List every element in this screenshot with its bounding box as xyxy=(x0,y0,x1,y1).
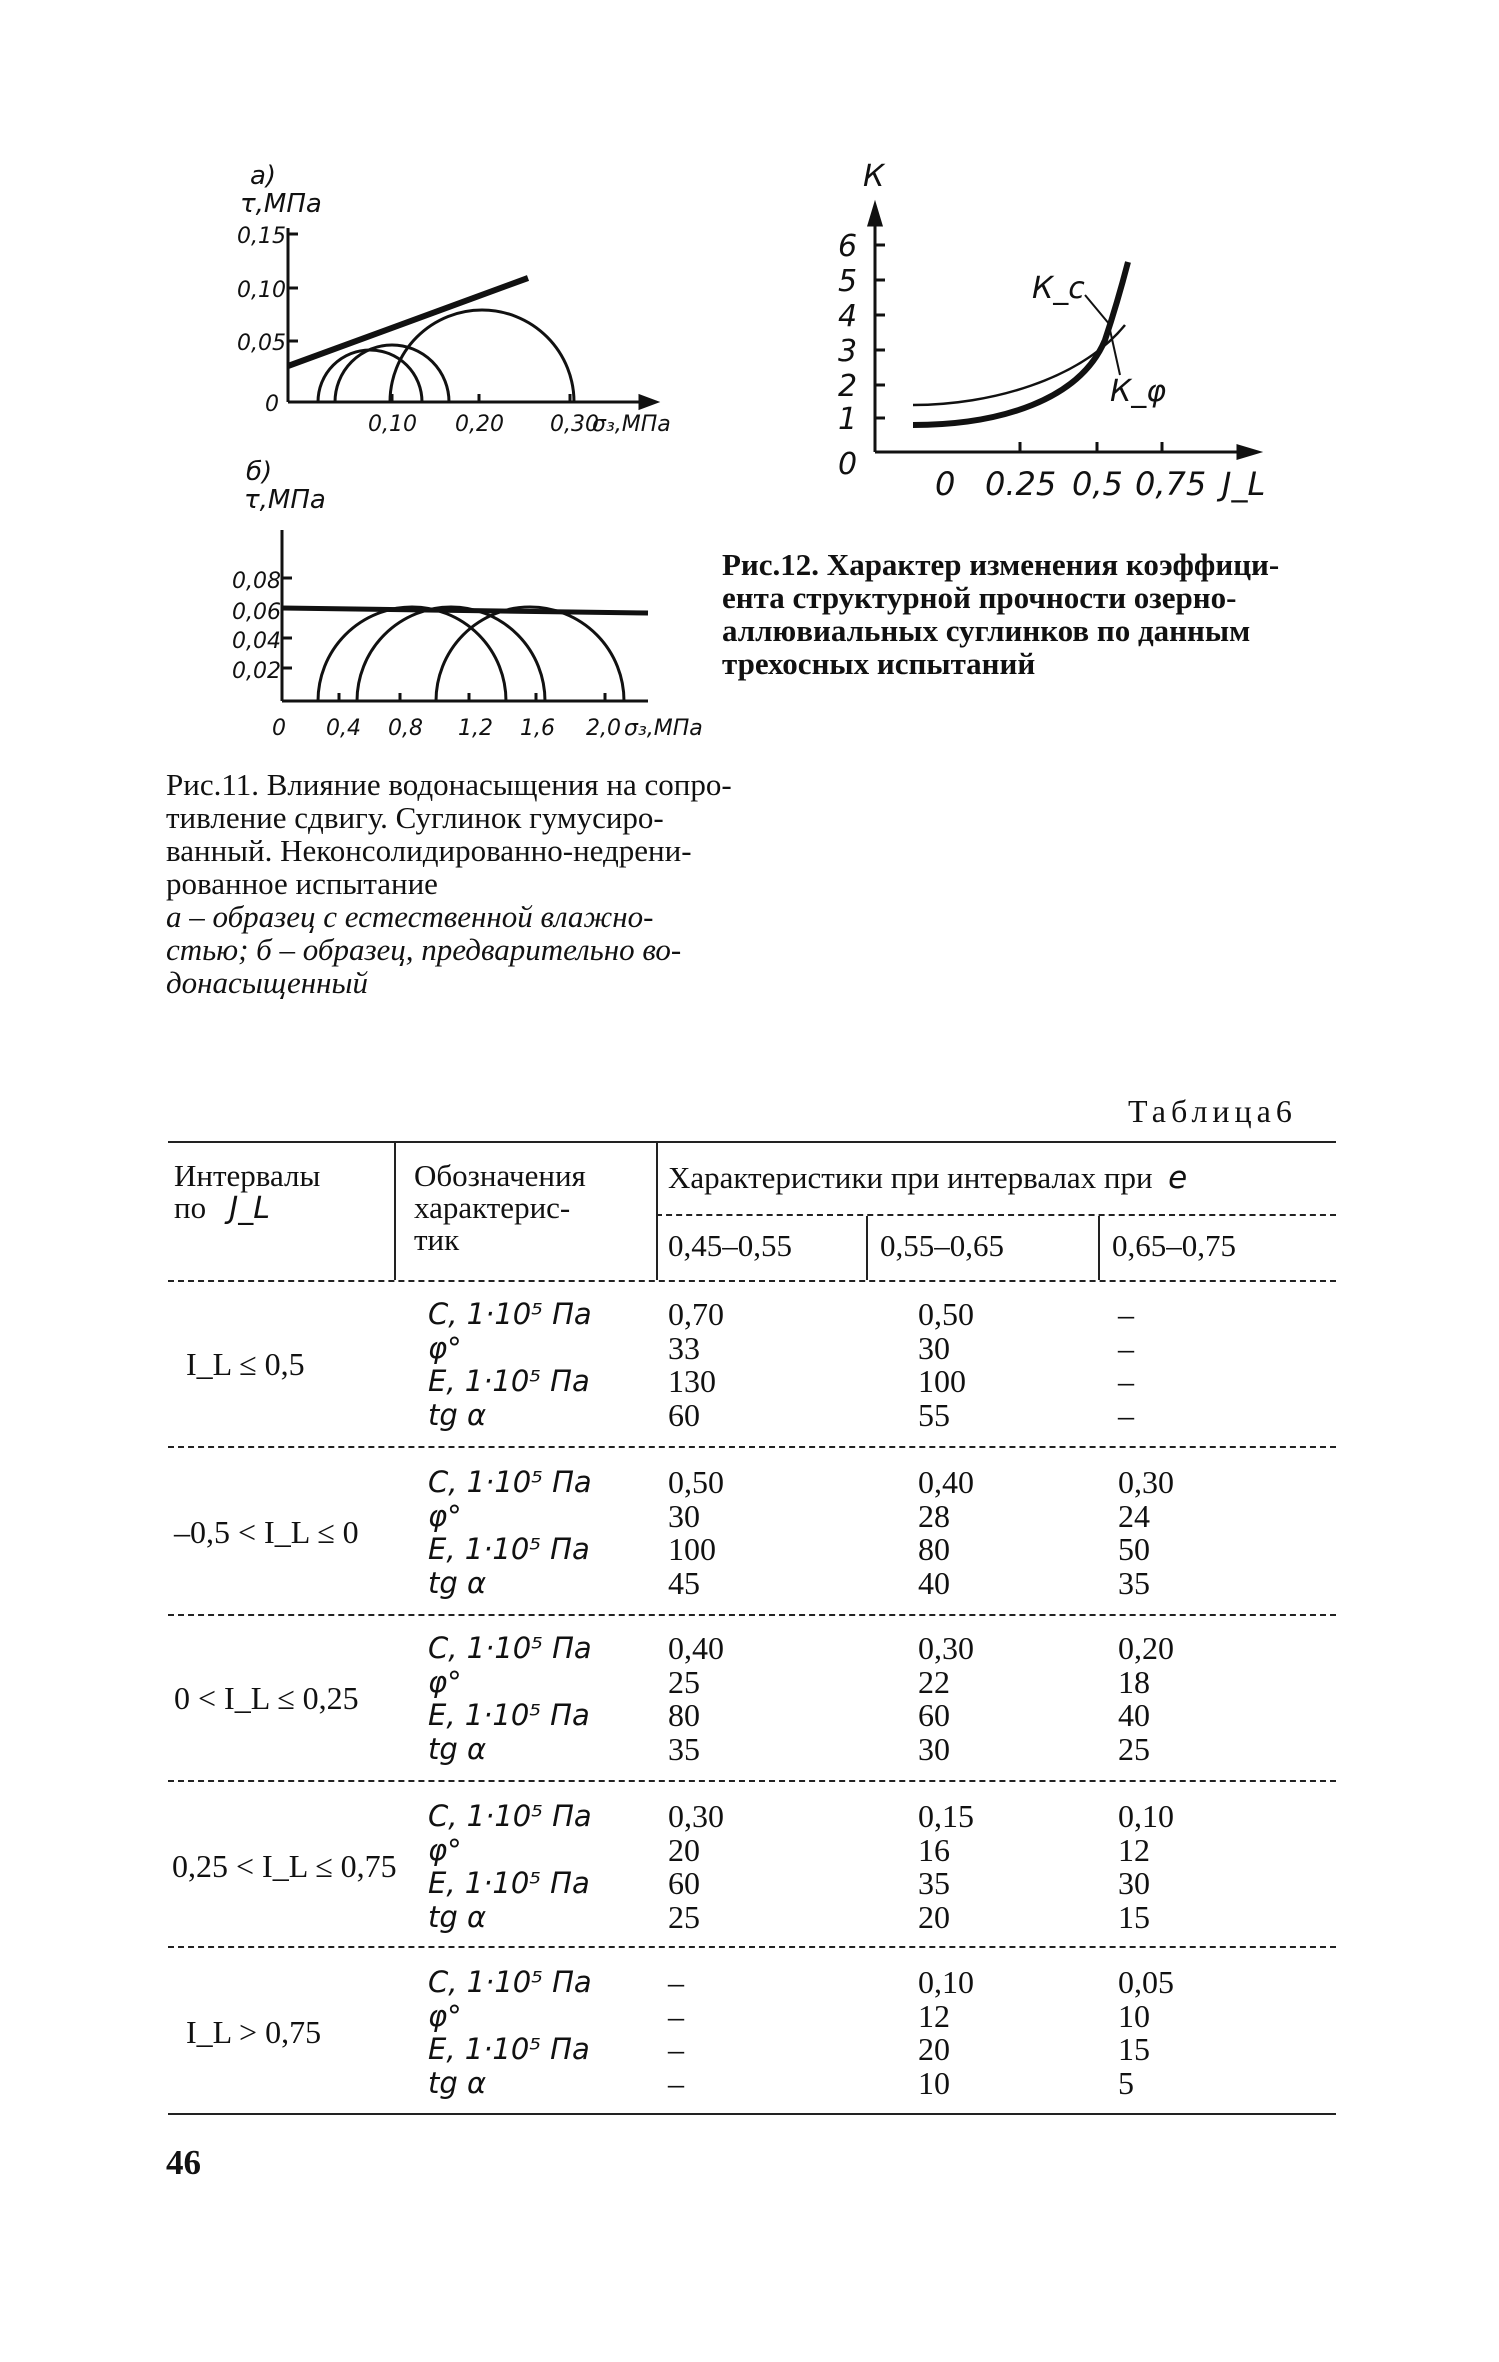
fig11a-panel-label: а) xyxy=(250,161,277,191)
value-cell: – xyxy=(1118,1363,1134,1399)
value-cell: 5 xyxy=(1118,2064,1134,2101)
value-cell: 0,30 xyxy=(1118,1464,1174,1500)
value-cell: 15 xyxy=(1118,1898,1150,1935)
row-separator xyxy=(168,1614,1336,1616)
param-label: tg α xyxy=(428,1565,487,1600)
param-label: E, 1·10⁵ Па xyxy=(428,1866,590,1900)
row-interval: –0,5 < I_L ≤ 0 xyxy=(174,1514,359,1550)
param-label: tg α xyxy=(428,2065,487,2100)
value-cell: – xyxy=(1118,1396,1134,1433)
row-interval: I_L ≤ 0,5 xyxy=(186,1346,305,1382)
value-cell: 12 xyxy=(1118,1831,1150,1868)
value-cell: 40 xyxy=(1118,1697,1150,1733)
row-separator xyxy=(168,1946,1336,1948)
value-cell: 10 xyxy=(918,2064,950,2101)
value-cell: 10 xyxy=(1118,1997,1150,2034)
table-subheader-rule xyxy=(656,1214,1336,1216)
param-label: φ° xyxy=(428,1998,462,2033)
value-cell: 130 xyxy=(668,1363,716,1399)
fig11a-ytick: 0,05 xyxy=(237,331,286,356)
fig12-x-axis-label: J_L xyxy=(1222,465,1266,503)
value-cell: – xyxy=(1118,1296,1134,1332)
value-cell: 100 xyxy=(668,1531,716,1567)
value-cell: 22 xyxy=(918,1663,950,1700)
param-label: tg α xyxy=(428,1899,487,1934)
fig11b-xtick: 0 xyxy=(272,716,286,741)
value-cell: – xyxy=(1118,1329,1134,1366)
fig11a-ytick: 0,15 xyxy=(237,224,286,249)
row-interval: 0,25 < I_L ≤ 0,75 xyxy=(172,1848,397,1884)
fig11a-circle-3 xyxy=(390,310,574,402)
header-sub-3: 0,65–0,75 xyxy=(1112,1228,1236,1263)
value-cell: 0,40 xyxy=(668,1630,724,1666)
fig11b-ytick: 0,04 xyxy=(232,629,281,654)
fig11b-envelope xyxy=(282,608,648,613)
fig12-x-arrow xyxy=(1238,446,1258,458)
param-label: C, 1·10⁵ Па xyxy=(428,1799,592,1833)
fig11b-x-axis-label: σ₃,МПа xyxy=(624,716,703,741)
table-col-divider xyxy=(656,1143,658,1280)
value-cell: 0,70 xyxy=(668,1296,724,1332)
value-cell: 30 xyxy=(918,1329,950,1366)
table-col-divider xyxy=(1098,1216,1100,1280)
param-label: E, 1·10⁵ Па xyxy=(428,2032,590,2066)
value-cell: 100 xyxy=(918,1363,966,1399)
header-designations: Обозначения характерис- тик xyxy=(414,1158,586,1257)
fig11b-y-axis-label: τ,МПа xyxy=(244,485,326,515)
value-cell: 0,10 xyxy=(1118,1798,1174,1834)
value-cell: 28 xyxy=(918,1497,950,1534)
fig11a-envelope xyxy=(288,278,528,366)
table-title: Таблица6 xyxy=(1128,1093,1297,1129)
value-cell: 0,05 xyxy=(1118,1964,1174,2000)
value-cell: 80 xyxy=(668,1697,700,1733)
fig11a-x-axis-label: σ₃,МПа xyxy=(592,412,671,437)
value-cell: 60 xyxy=(668,1396,700,1433)
value-cell: 50 xyxy=(1118,1531,1150,1567)
param-label: E, 1·10⁵ Па xyxy=(428,1532,590,1566)
table-bottom-rule xyxy=(168,2113,1336,2115)
fig12-curve-label-kc: К_с xyxy=(1032,271,1085,306)
value-cell: 0,30 xyxy=(668,1798,724,1834)
fig11a-x-arrow xyxy=(640,396,656,408)
fig11a-circle-1 xyxy=(318,350,422,402)
value-cell: 0,15 xyxy=(918,1798,974,1834)
header-sub-2: 0,55–0,65 xyxy=(880,1228,1004,1263)
fig12-leader-kc xyxy=(1085,295,1110,325)
value-cell: 35 xyxy=(668,1730,700,1767)
value-cell: 0,20 xyxy=(1118,1630,1174,1666)
fig12-ytick: 0 xyxy=(838,447,858,482)
value-cell: 60 xyxy=(918,1697,950,1733)
value-cell: 0,50 xyxy=(668,1464,724,1500)
fig11b-circle-2 xyxy=(357,607,545,701)
value-cell: 35 xyxy=(1118,1564,1150,1601)
param-label: C, 1·10⁵ Па xyxy=(428,1465,592,1499)
fig12-ytick: 5 xyxy=(838,264,858,299)
fig12-curve-kc xyxy=(913,262,1128,425)
fig12-xtick: 0.25 xyxy=(985,465,1057,503)
value-cell: 55 xyxy=(918,1396,950,1433)
fig11b-xtick: 0,4 xyxy=(326,716,361,741)
param-label: φ° xyxy=(428,1832,462,1867)
header-intervals: Интервалы по J_L xyxy=(174,1158,321,1226)
value-cell: 45 xyxy=(668,1564,700,1601)
fig12-y-arrow xyxy=(869,205,881,225)
value-cell: – xyxy=(668,1997,684,2034)
param-label: E, 1·10⁵ Па xyxy=(428,1364,590,1398)
fig12-xtick: 0,5 xyxy=(1072,465,1123,503)
fig12-ytick: 1 xyxy=(838,402,858,437)
fig11b-ytick: 0,02 xyxy=(232,659,281,684)
value-cell: 35 xyxy=(918,1865,950,1901)
value-cell: 40 xyxy=(918,1564,950,1601)
fig12-ytick: 2 xyxy=(838,369,858,404)
row-separator xyxy=(168,1446,1336,1448)
fig12-caption: Рис.12. Характер изменения коэффици- ента структурной прочности озерно- аллювиальных суглинков по данным трехосных испытаний xyxy=(722,547,1280,681)
value-cell: 18 xyxy=(1118,1663,1150,1700)
fig12-y-axis-label: К xyxy=(863,159,885,194)
fig11b-xtick: 0,8 xyxy=(388,716,423,741)
header-e-symbol: e xyxy=(1168,1160,1188,1196)
page-number: 46 xyxy=(166,2143,201,2182)
fig12-curve-label-kphi: К_φ xyxy=(1110,374,1167,409)
param-label: C, 1·10⁵ Па xyxy=(428,1631,592,1665)
param-label: φ° xyxy=(428,1664,462,1699)
value-cell: 16 xyxy=(918,1831,950,1868)
value-cell: – xyxy=(668,2031,684,2067)
value-cell: 12 xyxy=(918,1997,950,2034)
value-cell: 30 xyxy=(918,1730,950,1767)
header-sub-1: 0,45–0,55 xyxy=(668,1228,792,1263)
fig12-ytick: 4 xyxy=(838,299,858,334)
header-characteristics-group: Характеристики при интервалах при e xyxy=(668,1160,1188,1196)
value-cell: 25 xyxy=(668,1663,700,1700)
fig11a-y-axis-label: τ,МПа xyxy=(240,189,322,219)
fig11b-ytick: 0,06 xyxy=(232,600,281,625)
param-label: φ° xyxy=(428,1330,462,1365)
value-cell: – xyxy=(668,1964,684,2000)
row-separator xyxy=(168,1780,1336,1782)
value-cell: 20 xyxy=(918,1898,950,1935)
value-cell: 20 xyxy=(668,1831,700,1868)
fig11a-xtick: 0,10 xyxy=(368,412,417,437)
value-cell: 30 xyxy=(1118,1865,1150,1901)
fig11a-xtick: 0,30 xyxy=(550,412,599,437)
value-cell: 0,30 xyxy=(918,1630,974,1666)
fig11-caption-legend: а – образец с естественной влажно- стью; б – образец, предварительно во- донасыщенный xyxy=(166,899,682,1000)
value-cell: 0,50 xyxy=(918,1296,974,1332)
fig12-xtick: 0,75 xyxy=(1135,465,1207,503)
value-cell: – xyxy=(668,2064,684,2101)
value-cell: 0,10 xyxy=(918,1964,974,2000)
table-header-rule xyxy=(168,1280,1336,1282)
fig11a-ytick: 0 xyxy=(265,392,279,417)
fig12-ytick: 3 xyxy=(838,334,858,369)
row-interval: 0 < I_L ≤ 0,25 xyxy=(174,1680,359,1716)
row-interval: I_L > 0,75 xyxy=(186,2014,322,2050)
value-cell: 20 xyxy=(918,2031,950,2067)
value-cell: 30 xyxy=(668,1497,700,1534)
table-col-divider xyxy=(394,1143,396,1280)
fig11b-panel-label: б) xyxy=(246,457,273,487)
value-cell: 25 xyxy=(1118,1730,1150,1767)
table-col-divider xyxy=(866,1216,868,1280)
param-label: C, 1·10⁵ Па xyxy=(428,1965,592,1999)
fig11-caption: Рис.11. Влияние водонасыщения на сопро- тивление сдвигу. Суглинок гумусиро- ванный. Неконсолидированно-недрени- рованное испытание xyxy=(166,767,732,901)
param-label: φ° xyxy=(428,1498,462,1533)
fig11b-xtick: 2,0 xyxy=(586,716,621,741)
header-jl-symbol: J_L xyxy=(229,1191,270,1226)
fig11a-xtick: 0,20 xyxy=(455,412,504,437)
value-cell: 15 xyxy=(1118,2031,1150,2067)
fig12-xtick: 0 xyxy=(935,465,956,503)
param-label: E, 1·10⁵ Па xyxy=(428,1698,590,1732)
fig11b-xtick: 1,2 xyxy=(458,716,493,741)
fig11b-ytick: 0,08 xyxy=(232,569,281,594)
param-label: C, 1·10⁵ Па xyxy=(428,1297,592,1331)
value-cell: 33 xyxy=(668,1329,700,1366)
value-cell: 60 xyxy=(668,1865,700,1901)
value-cell: 24 xyxy=(1118,1497,1150,1534)
fig12-ytick: 6 xyxy=(838,229,858,264)
fig11a-ytick: 0,10 xyxy=(237,278,286,303)
value-cell: 25 xyxy=(668,1898,700,1935)
table-top-rule xyxy=(168,1141,1336,1143)
param-label: tg α xyxy=(428,1731,487,1766)
fig11b-xtick: 1,6 xyxy=(520,716,555,741)
value-cell: 80 xyxy=(918,1531,950,1567)
value-cell: 0,40 xyxy=(918,1464,974,1500)
param-label: tg α xyxy=(428,1397,487,1432)
